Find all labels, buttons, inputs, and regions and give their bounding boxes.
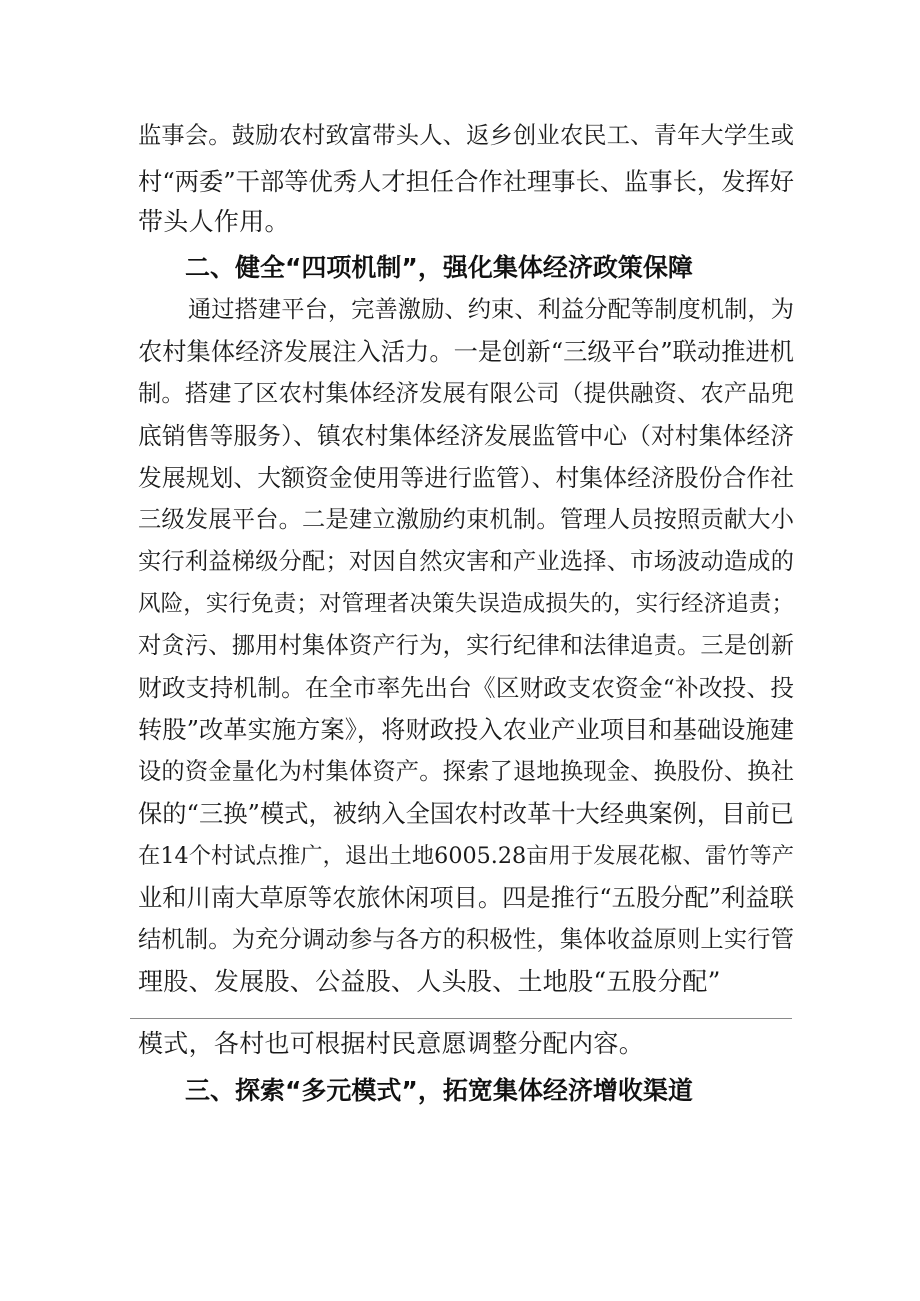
section-2-line-6: 三级发展平台。二是建立激励约束机制。管理人员按照贡献大小 <box>138 506 794 533</box>
section-2-heading: 二、健全“四项机制”，强化集体经济政策保障 <box>185 253 693 282</box>
section-2-line-14: 在14个村试点推广，退出土地6005.28亩用于发展花椒、雷竹等产 <box>138 843 794 869</box>
section-2-line-11: 转股”改革实施方案》，将财政投入农业产业项目和基础设施建 <box>138 715 794 744</box>
section-2-line-1: 通过搭建平台，完善激励、约束、利益分配等制度机制，为 <box>188 296 794 323</box>
section-3-heading: 三、探索“多元模式”，拓宽集体经济增收渠道 <box>185 1076 693 1105</box>
section-2-line-7: 实行利益梯级分配；对因自然灾害和产业选择、市场波动造成的 <box>138 548 794 575</box>
page-break-rule <box>130 1018 792 1019</box>
section-2-line-17: 理股、发展股、公益股、人头股、土地股“五股分配” <box>138 967 721 996</box>
intro-line-2: 村“两委”干部等优秀人才担任合作社理事长、监事长，发挥好 <box>138 167 794 196</box>
section-2-line-5: 发展规划、大额资金使用等进行监管）、村集体经济股份合作社 <box>138 464 794 492</box>
intro-line-1: 监事会。鼓励农村致富带头人、返乡创业农民工、青年大学生或 <box>138 122 794 149</box>
section-2-line-13: 保的“三换”模式，被纳入全国农村改革十大经典案例，目前已 <box>138 799 794 828</box>
intro-line-3: 带头人作用。 <box>138 207 290 236</box>
section-2-line-3: 制。搭建了区农村集体经济发展有限公司（提供融资、农产品兜 <box>138 380 794 407</box>
section-2-line-9: 对贪污、挪用村集体资产行为，实行纪律和法律追责。三是创新 <box>138 632 794 659</box>
section-2-line-8: 风险，实行免责；对管理者决策失误造成损失的，实行经济追责； <box>138 591 794 617</box>
section-2-line-16: 结机制。为充分调动参与各方的积极性，集体收益原则上实行管 <box>138 926 794 953</box>
section-2-line-2: 农村集体经济发展注入活力。一是创新“三级平台”联动推进机 <box>138 337 794 366</box>
section-2-line-12: 设的资金量化为村集体资产。探索了退地换现金、换股份、换社 <box>138 758 794 785</box>
section-2-after-rule-line: 模式，各村也可根据村民意愿调整分配内容。 <box>138 1029 645 1058</box>
section-2-line-4: 底销售等服务）、镇农村集体经济发展监管中心（对村集体经济 <box>138 422 794 450</box>
section-2-line-15: 业和川南大草原等农旅休闲项目。四是推行“五股分配”利益联 <box>138 883 794 912</box>
section-2-line-10: 财政支持机制。在全市率先出台《区财政支农资金“补改投、投 <box>138 674 794 702</box>
